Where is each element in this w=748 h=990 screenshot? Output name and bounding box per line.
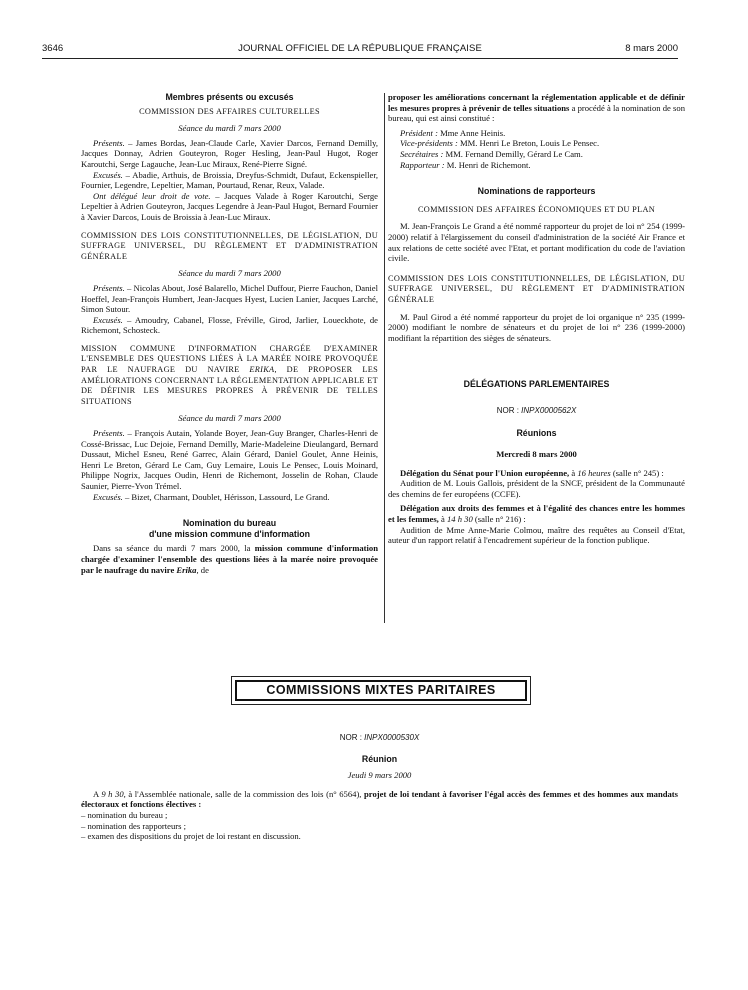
rapporteur-paragraph: M. Paul Girod a été nommé rapporteur du projet de loi organique n° 235 (1999-2000) modifiant le nombre de sénateurs et du projet de loi n° 236 (1999-2000) modifiant la répartition des sièges de sénateurs. <box>388 311 685 343</box>
delegation-name: Délégation aux droits des femmes et à l'égalité des chances entre les hommes et les femmes, <box>388 503 685 525</box>
delegation-entry <box>388 503 685 524</box>
nor-label: NOR : <box>339 733 365 742</box>
presents-label: Présents. <box>93 137 125 148</box>
nominations-heading: Nominations de rapporteurs <box>477 186 596 197</box>
header-rule <box>42 58 678 59</box>
cmp-time: 9 h 30 <box>101 788 124 799</box>
nor-label: NOR : <box>496 405 522 415</box>
committee-title: COMMISSION DES LOIS CONSTITUTIONNELLES, DE LÉGISLATION, DU SUFFRAGE UNIVERSEL, DU RÈGLEMENT ET D'ADMINISTRATION GÉNÉRALE <box>388 273 685 304</box>
ship-name: Erika <box>176 564 197 575</box>
agenda-item: – examen des dispositions du projet de loi restant en discussion. <box>81 831 301 842</box>
delegation-time: 16 heures <box>577 467 611 478</box>
rapporteur-paragraph: M. Jean-François Le Grand a été nommé rapporteur du projet de loi n° 254 (1999-2000) relatif à l'élargissement du conseil d'administration de la société Air France et aux relations de cette société avec l'Etat, et portant modification du code de l'aviation civile. <box>388 221 685 264</box>
delegation-room: (salle n° 245) : <box>610 467 664 478</box>
delegation-agenda: Audition de M. Louis Gallois, président de la SNCF, président de la Communauté des chemins de fer européens (CCFE). <box>388 478 685 499</box>
bill-title: projet de loi tendant à favoriser l'égal accès des femmes et des hommes aux mandats électoraux et fonctions électives : <box>81 788 679 810</box>
presents-paragraph <box>81 138 378 170</box>
excuses-list: – Abadie, Arthuis, de Broissia, Dreyfus-Schmidt, Dufaut, Eckenspieller, Fournier, Legendre, Lepeltier, Maman, Pourtaud, Renar, Reux, Valade. <box>81 169 378 191</box>
excuses-label: Excusés. <box>93 491 123 502</box>
continuation-bold: proposer les améliorations concernant la réglementation applicable et de définir les mesures propres à prévenir de telles situations <box>388 92 685 113</box>
nomination-subheading: d'une mission commune d'information <box>148 528 311 539</box>
delegue-paragraph <box>81 191 378 223</box>
presents-paragraph <box>81 428 378 492</box>
cmp-paragraph <box>81 789 678 810</box>
excuses-list: – Bizet, Charmant, Doublet, Hérisson, Lassourd, Le Grand. <box>122 491 330 502</box>
session-date: Séance du mardi 7 mars 2000 <box>178 413 281 424</box>
role-holder: Mme Anne Heinis. <box>437 127 506 138</box>
presents-list: – François Autain, Yolande Boyer, Jean-Guy Branger, Charles-Henri de Cossé-Brissac, Luc Dejoie, Fernand Demilly, Marie-Madeleine Dieulangard, Bernard Dussaut, Michel Esneu, René Garrec, Alain Gérard, Daniel Goulet, Anne Heinis, Henri Le Breton, Gérard Le Cam, Guy Lemaire, Louis Le Pensec, Louis Moinard, Philippe Nogrix, Jacques Oudin, Henri de Richemont, Josselin de Rohan, Claude Saunier, Pierre-Yvon Trémel. <box>81 428 378 491</box>
nor-code: INPX0000562X <box>521 405 577 415</box>
delegation-time: 14 h 30 <box>446 514 473 525</box>
column-divider <box>384 93 385 623</box>
agenda-item: – nomination des rapporteurs ; <box>81 820 187 831</box>
session-date: Séance du mardi 7 mars 2000 <box>178 268 281 279</box>
role-label: Président : <box>400 127 438 138</box>
left-column <box>81 92 378 575</box>
nor-reference <box>81 733 678 744</box>
excuses-paragraph <box>81 170 378 191</box>
delegue-list: – Jacques Valade à Roger Karoutchi, Serge Lepeltier à Adrien Gouteyron, Jacques Legendre à Jean-Paul Hugot, Bernard Fournier à Xavier Darcos, Louis de Broissia à Jean-Luc Miraux. <box>81 190 378 222</box>
cmp-title: COMMISSIONS MIXTES PARITAIRES <box>235 680 527 701</box>
role-label: Rapporteur : <box>400 159 445 170</box>
delegation-room: (salle n° 216) : <box>472 514 526 525</box>
excuses-label: Excusés. <box>93 169 123 180</box>
role-label: Secrétaires : <box>400 148 444 159</box>
right-column <box>388 92 685 546</box>
delegation-name: Délégation du Sénat pour l'Union européenne, <box>400 467 570 478</box>
delegations-heading: DÉLÉGATIONS PARLEMENTAIRES <box>463 379 610 390</box>
cmp-text: A <box>93 788 102 799</box>
presents-list: – James Bordas, Jean-Claude Carle, Xavier Darcos, Fernand Demilly, Jacques Donnay, Adrien Gouteyron, Roger Hesling, Jean-Paul Hugot, Roger Karoutchi, Serge Lagauche, Jean-Luc Miraux, René-Pierre Signé. <box>81 137 378 169</box>
members-heading: Membres présents ou excusés <box>165 92 294 102</box>
nor-reference <box>388 406 685 417</box>
mission-name-bold: mission commune d'information chargée d'examiner l'ensemble des questions liées à la marée noire provoquée par le naufrage du navire <box>81 543 379 575</box>
excuses-paragraph <box>81 315 378 336</box>
delegue-label: Ont délégué leur droit de vote. <box>93 190 211 201</box>
bureau-rapporteur <box>388 160 685 171</box>
role-label: Vice-présidents : <box>400 138 458 149</box>
committee-title: COMMISSION DES LOIS CONSTITUTIONNELLES, DE LÉGISLATION, DU SUFFRAGE UNIVERSEL, DU RÈGLEMENT ET D'ADMINISTRATION GÉNÉRALE <box>81 230 378 261</box>
reunion-heading: Réunion <box>361 753 398 764</box>
role-holder: MM. Fernand Demilly, Gérard Le Cam. <box>443 148 583 159</box>
bureau-secretaries <box>388 149 685 160</box>
continuation-paragraph <box>388 92 685 124</box>
nomination-text: Dans sa séance du mardi 7 mars 2000, la <box>93 543 255 554</box>
reunion-date: Jeudi 9 mars 2000 <box>347 770 412 781</box>
committee-title: COMMISSION DES AFFAIRES CULTURELLES <box>139 106 320 116</box>
nomination-text: , de <box>196 564 209 575</box>
role-holder: MM. Henri Le Breton, Louis Le Pensec. <box>457 138 600 149</box>
agenda-item: – nomination du bureau ; <box>81 809 168 820</box>
journal-title: JOURNAL OFFICIEL DE LA RÉPUBLIQUE FRANÇAISE <box>238 43 482 54</box>
presents-label: Présents. <box>93 428 125 439</box>
continuation-text: a procédé à la nomination de son bureau, qui est ainsi constitué : <box>388 102 685 124</box>
presents-label: Présents. <box>93 282 125 293</box>
reunions-heading: Réunions <box>516 428 557 439</box>
nomination-heading: Nomination du bureau <box>182 518 277 529</box>
nomination-paragraph <box>81 543 378 575</box>
page-number: 3646 <box>42 43 64 54</box>
ship-name: ERIKA <box>249 365 275 375</box>
agenda-list <box>81 810 678 842</box>
session-date: Séance du mardi 7 mars 2000 <box>178 123 281 134</box>
page-header <box>42 43 678 57</box>
mission-title-part: MISSION COMMUNE D'INFORMATION CHARGÉE D'EXAMINER L'ENSEMBLE DES QUESTIONS LIÉES À LA MARÉE NOIRE PROVOQUÉE PAR LE NAUFRAGE DU NAVIRE <box>81 343 378 375</box>
cmp-title-frame <box>231 676 531 705</box>
mission-title-part: , DE PROPOSER LES AMÉLIORATIONS CONCERNANT LA RÉGLEMENTATION APPLICABLE ET DE DÉFINIR LES MESURES PROPRES À PRÉVENIR DE TELLES SITUATIONS <box>81 365 378 406</box>
bureau-president <box>388 128 685 139</box>
issue-date: 8 mars 2000 <box>625 43 678 54</box>
delegation-entry <box>388 468 685 479</box>
cmp-text: , à l'Assemblée nationale, salle de la commission des lois (n° 6564), <box>123 788 365 799</box>
bureau-vice-presidents <box>388 138 685 149</box>
delegation-at: à <box>438 514 447 525</box>
presents-paragraph <box>81 283 378 315</box>
reunions-date <box>388 449 685 460</box>
reunions-date-text: Mercredi 8 mars 2000 <box>496 449 577 460</box>
excuses-paragraph <box>81 492 378 503</box>
mission-title <box>81 344 378 408</box>
committee-title: COMMISSION DES AFFAIRES ÉCONOMIQUES ET DU PLAN <box>417 204 656 214</box>
delegation-agenda: Audition de Mme Anne-Marie Colmou, maître des requêtes au Conseil d'Etat, auteur d'un rapport relatif à l'encadrement supérieur de la fonction publique. <box>388 524 685 546</box>
excuses-list: – Amoudry, Cabanel, Flosse, Fréville, Girod, Jarlier, Loueckhote, de Richemont, Schosteck. <box>81 314 378 336</box>
delegation-at: à <box>569 467 578 478</box>
nor-code: INPX0000530X <box>364 733 420 742</box>
presents-list: – Nicolas About, José Balarello, Michel Duffour, Pierre Fauchon, Daniel Hoeffel, Jean-François Humbert, Jean-Jacques Hyest, Lucien Lanier, Jacques Larché, Simon Sutour. <box>81 282 378 315</box>
cmp-section <box>81 733 678 842</box>
role-holder: M. Henri de Richemont. <box>444 159 531 170</box>
excuses-label: Excusés. <box>93 314 123 325</box>
